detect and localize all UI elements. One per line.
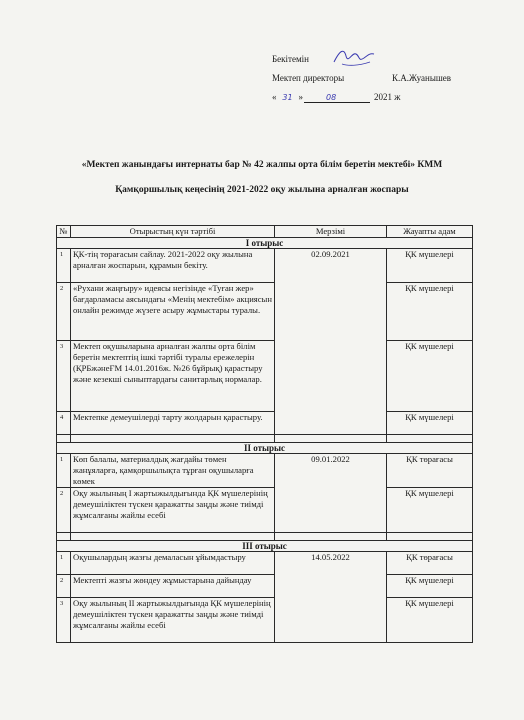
plan-title: Қамқоршылық кеңесінің 2021-2022 оқу жылына арналған жоспары (115, 185, 409, 195)
row-responsible: ҚК төрағасы (387, 552, 473, 575)
table-row (57, 249, 473, 283)
date-day-open: « (272, 92, 277, 102)
row-text: «Рухани жаңғыру» идеясы негізінде «Туған жер» бағдарламасы аясындағы «Менің мектебім» акциясын онлайн режимде жүзеге асыру жұмыстары туралы. (71, 283, 275, 341)
table-row (57, 575, 473, 598)
row-text: Мектепке демеушілерді тарту жолдарын қарастыру. (71, 412, 275, 435)
date-month-line (304, 90, 370, 103)
section-row (57, 238, 473, 249)
approval-date-row (272, 88, 512, 107)
table-row (57, 488, 473, 533)
table-row (57, 283, 473, 341)
header-agenda: Отырыстың күн тәртібі (71, 226, 275, 238)
row-responsible: ҚК мүшелері (387, 412, 473, 435)
approval-title: Бекітемін (272, 54, 309, 64)
row-text: ҚК-тің төрағасын сайлау. 2021-2022 оқу жылына арналған жоспарын, құрамын бекіту. (71, 249, 275, 283)
row-responsible: ҚК мүшелері (387, 249, 473, 283)
approval-block (272, 50, 512, 107)
section-title: ІІ отырыс (57, 443, 473, 454)
row-responsible: ҚК төрағасы (387, 454, 473, 488)
table-row (57, 412, 473, 435)
table-row (57, 341, 473, 412)
signature-icon (330, 44, 376, 70)
row-text: Көп балалы, материалдық жағдайы төмен жанұяларға, қамқоршылықта тұрған оқушыларға көмек (71, 454, 275, 488)
row-num: 2 (57, 575, 71, 598)
header-date: Мерзімі (275, 226, 387, 238)
row-num: 3 (57, 598, 71, 643)
row-num: 1 (57, 249, 71, 283)
row-text: Оқу жылының ІІ жартыжылдығында ҚК мүшелерінің демеушіліктен түскен қаражатты заңды және тиімді жұмсалғаны жайлы есебі (71, 598, 275, 643)
row-num: 1 (57, 552, 71, 575)
date-day: 31 (282, 93, 293, 102)
director-position: Мектеп директоры (272, 73, 345, 83)
row-responsible: ҚК мүшелері (387, 598, 473, 643)
section-title: І отырыс (57, 238, 473, 249)
row-text: Оқушылардың жазғы демаласын ұйымдастыру (71, 552, 275, 575)
row-text: Оқу жылының І жартыжылдығында ҚК мүшелерінің демеушіліктен түскен қаражатты заңды және тиімді жұмсалғаны жайлы есебі (71, 488, 275, 533)
table-spacer (57, 533, 473, 541)
section-title: ІІІ отырыс (57, 541, 473, 552)
row-date: 14.05.2022 (275, 552, 387, 643)
table-header-row (57, 226, 473, 238)
table-row (57, 552, 473, 575)
row-responsible: ҚК мүшелері (387, 283, 473, 341)
date-day-close: » (298, 92, 303, 102)
header-num: № (57, 226, 71, 238)
table-spacer (57, 435, 473, 443)
row-num: 4 (57, 412, 71, 435)
row-text: Мектеп оқушыларына арналған жалпы орта білім беретін мектептің ішкі тәртібі туралы ережелерін (ҚРБжәнеҒМ 14.01.2016ж. №26 бұйрық) қарастыру және кезекші сыныптардағы санитарлық нормалар. (71, 341, 275, 412)
row-responsible: ҚК мүшелері (387, 575, 473, 598)
row-responsible: ҚК мүшелері (387, 488, 473, 533)
row-num: 3 (57, 341, 71, 412)
date-month: 08 (326, 93, 337, 102)
table-row (57, 598, 473, 643)
section-row (57, 443, 473, 454)
approval-title-row (272, 50, 512, 69)
section-row (57, 541, 473, 552)
row-num: 2 (57, 283, 71, 341)
director-name: К.А.Жуанышев (392, 73, 452, 83)
row-num: 1 (57, 454, 71, 488)
table-row (57, 454, 473, 488)
row-num: 2 (57, 488, 71, 533)
date-year: 2021 ж (374, 92, 401, 102)
row-text: Мектепті жазғы жөндеу жұмыстарына дайындау (71, 575, 275, 598)
row-date: 09.01.2022 (275, 454, 387, 533)
header-responsible: Жауапты адам (387, 226, 473, 238)
row-responsible: ҚК мүшелері (387, 341, 473, 412)
school-title: «Мектеп жанындағы интернаты бар № 42 жалпы орта білім беретін мектебі» КММ (81, 160, 443, 170)
plan-table (56, 225, 473, 643)
row-date: 02.09.2021 (275, 249, 387, 435)
approval-position-row (272, 69, 512, 88)
